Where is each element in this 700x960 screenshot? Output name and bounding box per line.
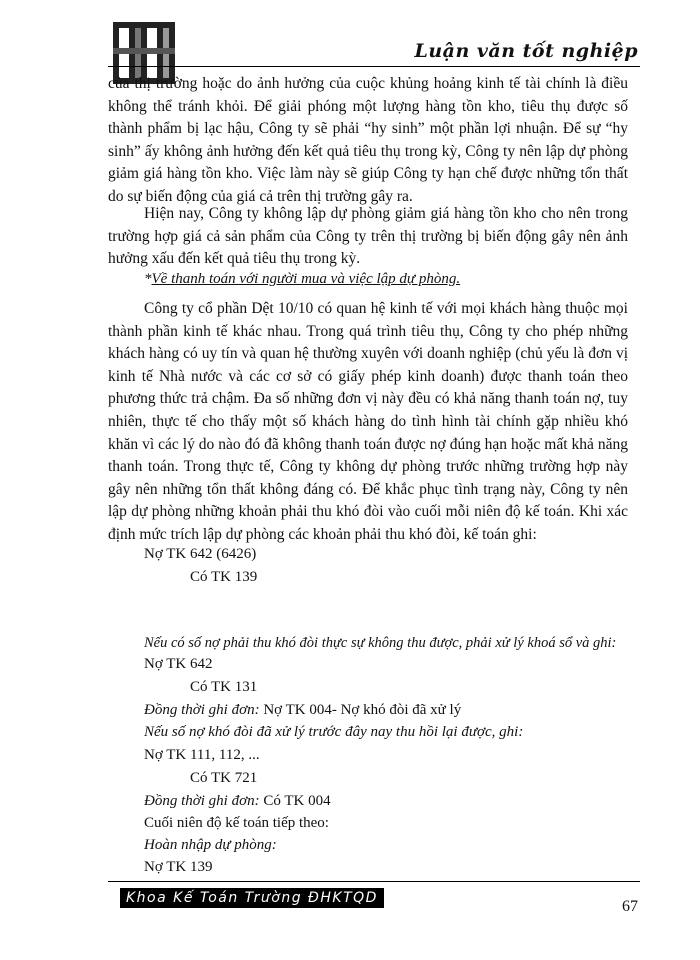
entry-debit-642: Nợ TK 642 — [144, 656, 213, 672]
single-entry-label: Đồng thời ghi đơn: — [144, 702, 260, 718]
year-end-note: Cuối niên độ kế toán tiếp theo: — [144, 815, 329, 831]
entry-credit-131: Có TK 131 — [190, 679, 258, 695]
note-recovered-debt: Nếu số nợ khó đòi đã xử lý trước đây nay thu hồi lại được, ghi: — [144, 724, 524, 740]
page-number: 67 — [622, 898, 638, 915]
paragraph-1: của thị trường hoặc do ảnh hưởng của cuộc khủng hoảng kinh tế tài chính là điều không thể tránh khỏi. Để giải phóng một lượng hàng tồn kho, tiêu thụ được số thành phẩm bị lạc hậu, Công ty sẽ phải “hy sinh” một phần lợi nhuận. Để sự “hy sinh” ấy không ảnh hưởng đến kết quả tiêu thụ trong kỳ, Công ty nên lập dự phòng giảm giá hàng tồn kho. Việc làm này sẽ giúp Công ty hạn chế được những tổn thất do sự biến động của giá cả trên thị trường gây ra. — [108, 75, 628, 205]
entry-single-004 — [144, 699, 461, 721]
single-entry-label-2: Đồng thời ghi đơn: — [144, 793, 260, 809]
header-rule — [108, 66, 640, 67]
single-entry-value-2: Có TK 004 — [259, 793, 331, 809]
entry-credit-721: Có TK 721 — [190, 770, 258, 786]
entry-debit-642-6426: Nợ TK 642 (6426) — [144, 546, 257, 562]
heading-bullet: * — [144, 271, 152, 287]
footer-rule — [108, 881, 640, 882]
entry-credit-139: Có TK 139 — [190, 569, 258, 585]
section-heading — [144, 268, 460, 290]
single-entry-value: Nợ TK 004- Nợ khó đòi đã xử lý — [259, 702, 462, 718]
note-bad-debt: Nếu có số nợ phải thu khó đòi thực sự không thu được, phải xử lý khoá sổ và ghi: — [144, 635, 617, 651]
paragraph-4: Công ty cổ phần Dệt 10/10 có quan hệ kinh tế với mọi khách hàng thuộc mọi thành phần kinh tế khác nhau. Trong quá trình tiêu thụ, Công ty cho phép những khách hàng có uy tín và quan hệ thường xuyên với doanh nghiệp (chủ yếu là đơn vị kinh tế Nhà nước và các cơ sở có giấy phép kinh doanh) được thanh toán theo phương thức trả chậm. Đa số những đơn vị này đều có khả năng thanh toán nợ, tuy nhiên, thực tế cho thấy một số khách hàng do tình hình tài chính gặp nhiều khó khăn vì các lý do nào đó đã không thanh toán được nợ đúng hạn hoặc mất khả năng thanh toán. Trong thực tế, Công ty không dự phòng trước những trường hợp này gây nên những tổn thất không đáng có. Để khắc phục tình trạng này, Công ty nên lập dự phòng những khoản phải thu khó đòi vào cuối mỗi niên độ kế toán. Khi xác định mức trích lập dự phòng các khoản phải thu khó đòi, kế toán ghi: — [108, 300, 628, 543]
entry-single-credit-004 — [144, 790, 331, 812]
header-title: Luận văn tốt nghiệp — [414, 40, 638, 62]
footer-school: Khoa Kế Toán Trường ĐHKTQD — [120, 888, 384, 908]
heading-text: Về thanh toán với người mua và việc lập dự phòng. — [151, 271, 461, 287]
entry-debit-111-112: Nợ TK 111, 112, ... — [144, 747, 260, 763]
reversal-label: Hoàn nhập dự phòng: — [144, 837, 277, 853]
entry-debit-139: Nợ TK 139 — [144, 859, 213, 875]
paragraph-2: Hiện nay, Công ty không lập dự phòng giảm giá hàng tồn kho cho nên trong trường hợp giá cả sản phẩm của Công ty trên thị trường bị biến động gây nên ảnh hưởng xấu đến kết quả tiêu thụ trong kỳ. — [108, 205, 628, 268]
